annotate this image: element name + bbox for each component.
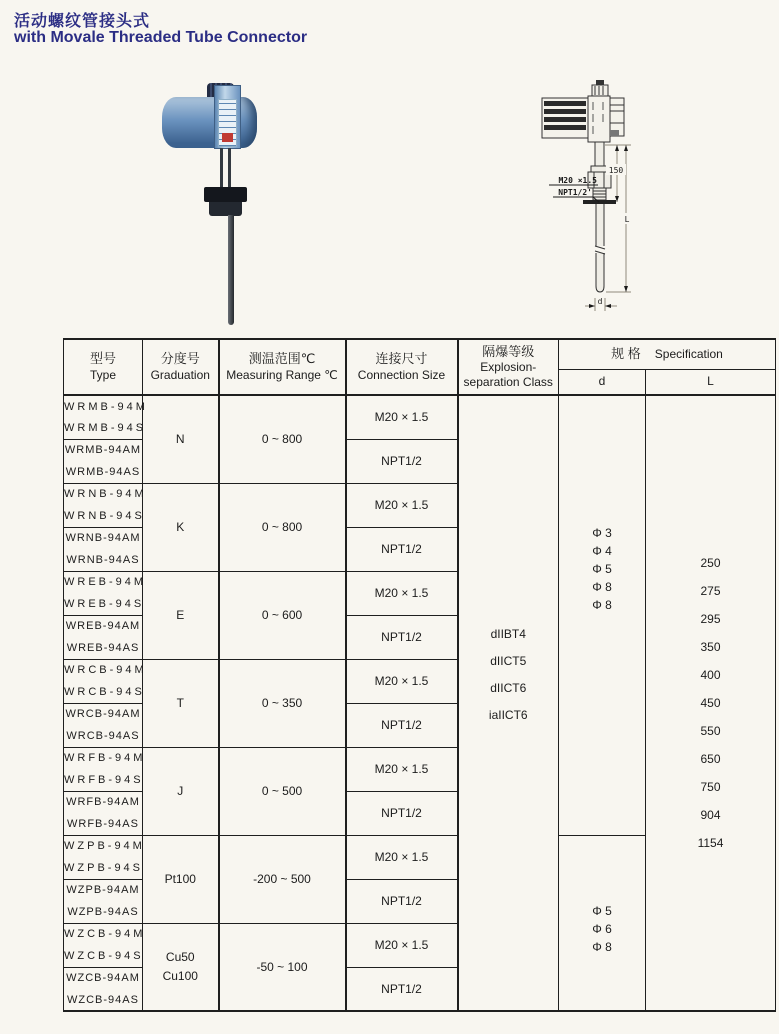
photo-head-housing — [162, 97, 257, 148]
model-cell: WRFB-94M — [64, 747, 143, 769]
model-cell: WRFB-94AM — [64, 791, 143, 813]
header-type: 型号 Type — [64, 339, 143, 395]
model-cell: WRCB-94AS — [64, 725, 143, 747]
model-cell: WREB-94AS — [64, 637, 143, 659]
header-specification: 规 格 Specification — [559, 339, 776, 369]
connection-cell: NPT1/2 — [346, 527, 458, 571]
drawing-head-column — [588, 96, 610, 142]
graduation-cell: E — [143, 571, 219, 659]
model-cell: WRFB-94AS — [64, 813, 143, 835]
model-cell: WREB-94M — [64, 571, 143, 593]
connection-cell: M20 × 1.5 — [346, 571, 458, 615]
photo-rod-right — [228, 148, 231, 189]
dim-150-label: 150 — [608, 166, 624, 175]
model-cell: WZPB-94M — [64, 835, 143, 857]
connection-cell: NPT1/2 — [346, 967, 458, 1011]
drawing-knob — [596, 80, 604, 85]
length-cell: 250 275 295 350 400 450 550 650 750 904 1154 — [697, 556, 724, 850]
model-cell: WRMB-94M — [64, 395, 143, 417]
photo-probe — [228, 215, 234, 325]
thread-metric-label: M20 ×1.5 — [558, 176, 597, 185]
graduation-cell: Pt100 — [143, 835, 219, 923]
model-cell: WRMB-94S — [64, 417, 143, 439]
model-cell: WRCB-94S — [64, 681, 143, 703]
range-cell: 0 ~ 500 — [219, 747, 346, 835]
model-cell: WRFB-94S — [64, 769, 143, 791]
model-cell: WZPB-94AS — [64, 901, 143, 923]
connection-cell: M20 × 1.5 — [346, 835, 458, 879]
model-cell: WRCB-94AM — [64, 703, 143, 725]
graduation-cell: N — [143, 395, 219, 483]
connection-cell: NPT1/2 — [346, 879, 458, 923]
graduation-cell: J — [143, 747, 219, 835]
model-cell: WRNB-94AM — [64, 527, 143, 549]
header-length-l: L — [646, 369, 776, 395]
model-cell: WZPB-94AM — [64, 879, 143, 901]
header-measuring-range: 测温范围℃ Measuring Range ℃ — [219, 339, 346, 395]
photo-logo-mark — [222, 133, 233, 142]
technical-drawing-svg — [515, 78, 665, 330]
model-cell: WZCB-94S — [64, 945, 143, 967]
connection-cell: M20 × 1.5 — [346, 747, 458, 791]
connection-cell: M20 × 1.5 — [346, 395, 458, 439]
connection-cell: NPT1/2 — [346, 439, 458, 483]
graduation-cell: T — [143, 659, 219, 747]
range-cell: 0 ~ 600 — [219, 571, 346, 659]
drawing-fin-block — [542, 98, 588, 138]
connection-cell: NPT1/2 — [346, 703, 458, 747]
connection-cell: M20 × 1.5 — [346, 659, 458, 703]
drawing-neck-tube — [595, 142, 604, 166]
explosion-class-cell: dIIBT4 dIICT5 dIICT6 iaIICT6 — [458, 395, 559, 1011]
range-cell: -50 ~ 100 — [219, 923, 346, 1011]
photo-hex-fitting-lower — [209, 202, 242, 216]
connection-cell: NPT1/2 — [346, 615, 458, 659]
range-cell: 0 ~ 350 — [219, 659, 346, 747]
connection-cell: M20 × 1.5 — [346, 923, 458, 967]
model-cell: WRMB-94AS — [64, 461, 143, 483]
graduation-cell: Cu50 Cu100 — [143, 923, 219, 1011]
header-explosion-class: 隔爆等级 Explosion- separation Class — [458, 339, 559, 395]
technical-drawing — [515, 78, 665, 330]
thread-npt-label: NPT1/2' — [558, 188, 592, 197]
model-cell: WRMB-94AM — [64, 439, 143, 461]
model-cell: WRNB-94S — [64, 505, 143, 527]
product-photo — [158, 83, 263, 328]
model-cell: WRNB-94M — [64, 483, 143, 505]
diameter-upper-cell: Φ 3 Φ 4 Φ 5 Φ 8 Φ 8 — [559, 395, 646, 835]
model-cell: WZCB-94M — [64, 923, 143, 945]
table-row — [64, 395, 776, 417]
photo-rod-left — [220, 148, 223, 189]
range-cell: 0 ~ 800 — [219, 395, 346, 483]
photo-hex-fitting — [204, 187, 247, 202]
drawing-end-cap — [610, 98, 624, 136]
spec-table-header — [64, 339, 776, 395]
drawing-flange — [583, 200, 616, 204]
connection-cell: M20 × 1.5 — [346, 483, 458, 527]
range-cell: -200 ~ 500 — [219, 835, 346, 923]
model-cell: WZCB-94AS — [64, 989, 143, 1011]
model-cell: WREB-94AM — [64, 615, 143, 637]
page-title-chinese: 活动螺纹管接头式 — [14, 13, 151, 30]
graduation-cell: K — [143, 483, 219, 571]
diameter-lower-cell: Φ 5 Φ 6 Φ 8 — [559, 835, 646, 1011]
model-cell: WRCB-94M — [64, 659, 143, 681]
dim-d-label: d — [597, 297, 603, 306]
spec-table-body — [64, 395, 776, 1011]
spec-table — [63, 338, 776, 1012]
connection-cell: NPT1/2 — [346, 791, 458, 835]
drawing-cap — [592, 85, 608, 96]
dim-length-label: L — [624, 215, 630, 224]
model-cell: WZPB-94S — [64, 857, 143, 879]
header-diameter-d: d — [559, 369, 646, 395]
model-cell: WRNB-94AS — [64, 549, 143, 571]
model-cell: WZCB-94AM — [64, 967, 143, 989]
model-cell: WREB-94S — [64, 593, 143, 615]
header-graduation: 分度号 Graduation — [143, 339, 219, 395]
drawing-collar — [591, 166, 608, 172]
header-connection-size: 连接尺寸 Connection Size — [346, 339, 458, 395]
page-title-english: with Movale Threaded Tube Connector — [14, 29, 308, 46]
range-cell: 0 ~ 800 — [219, 483, 346, 571]
